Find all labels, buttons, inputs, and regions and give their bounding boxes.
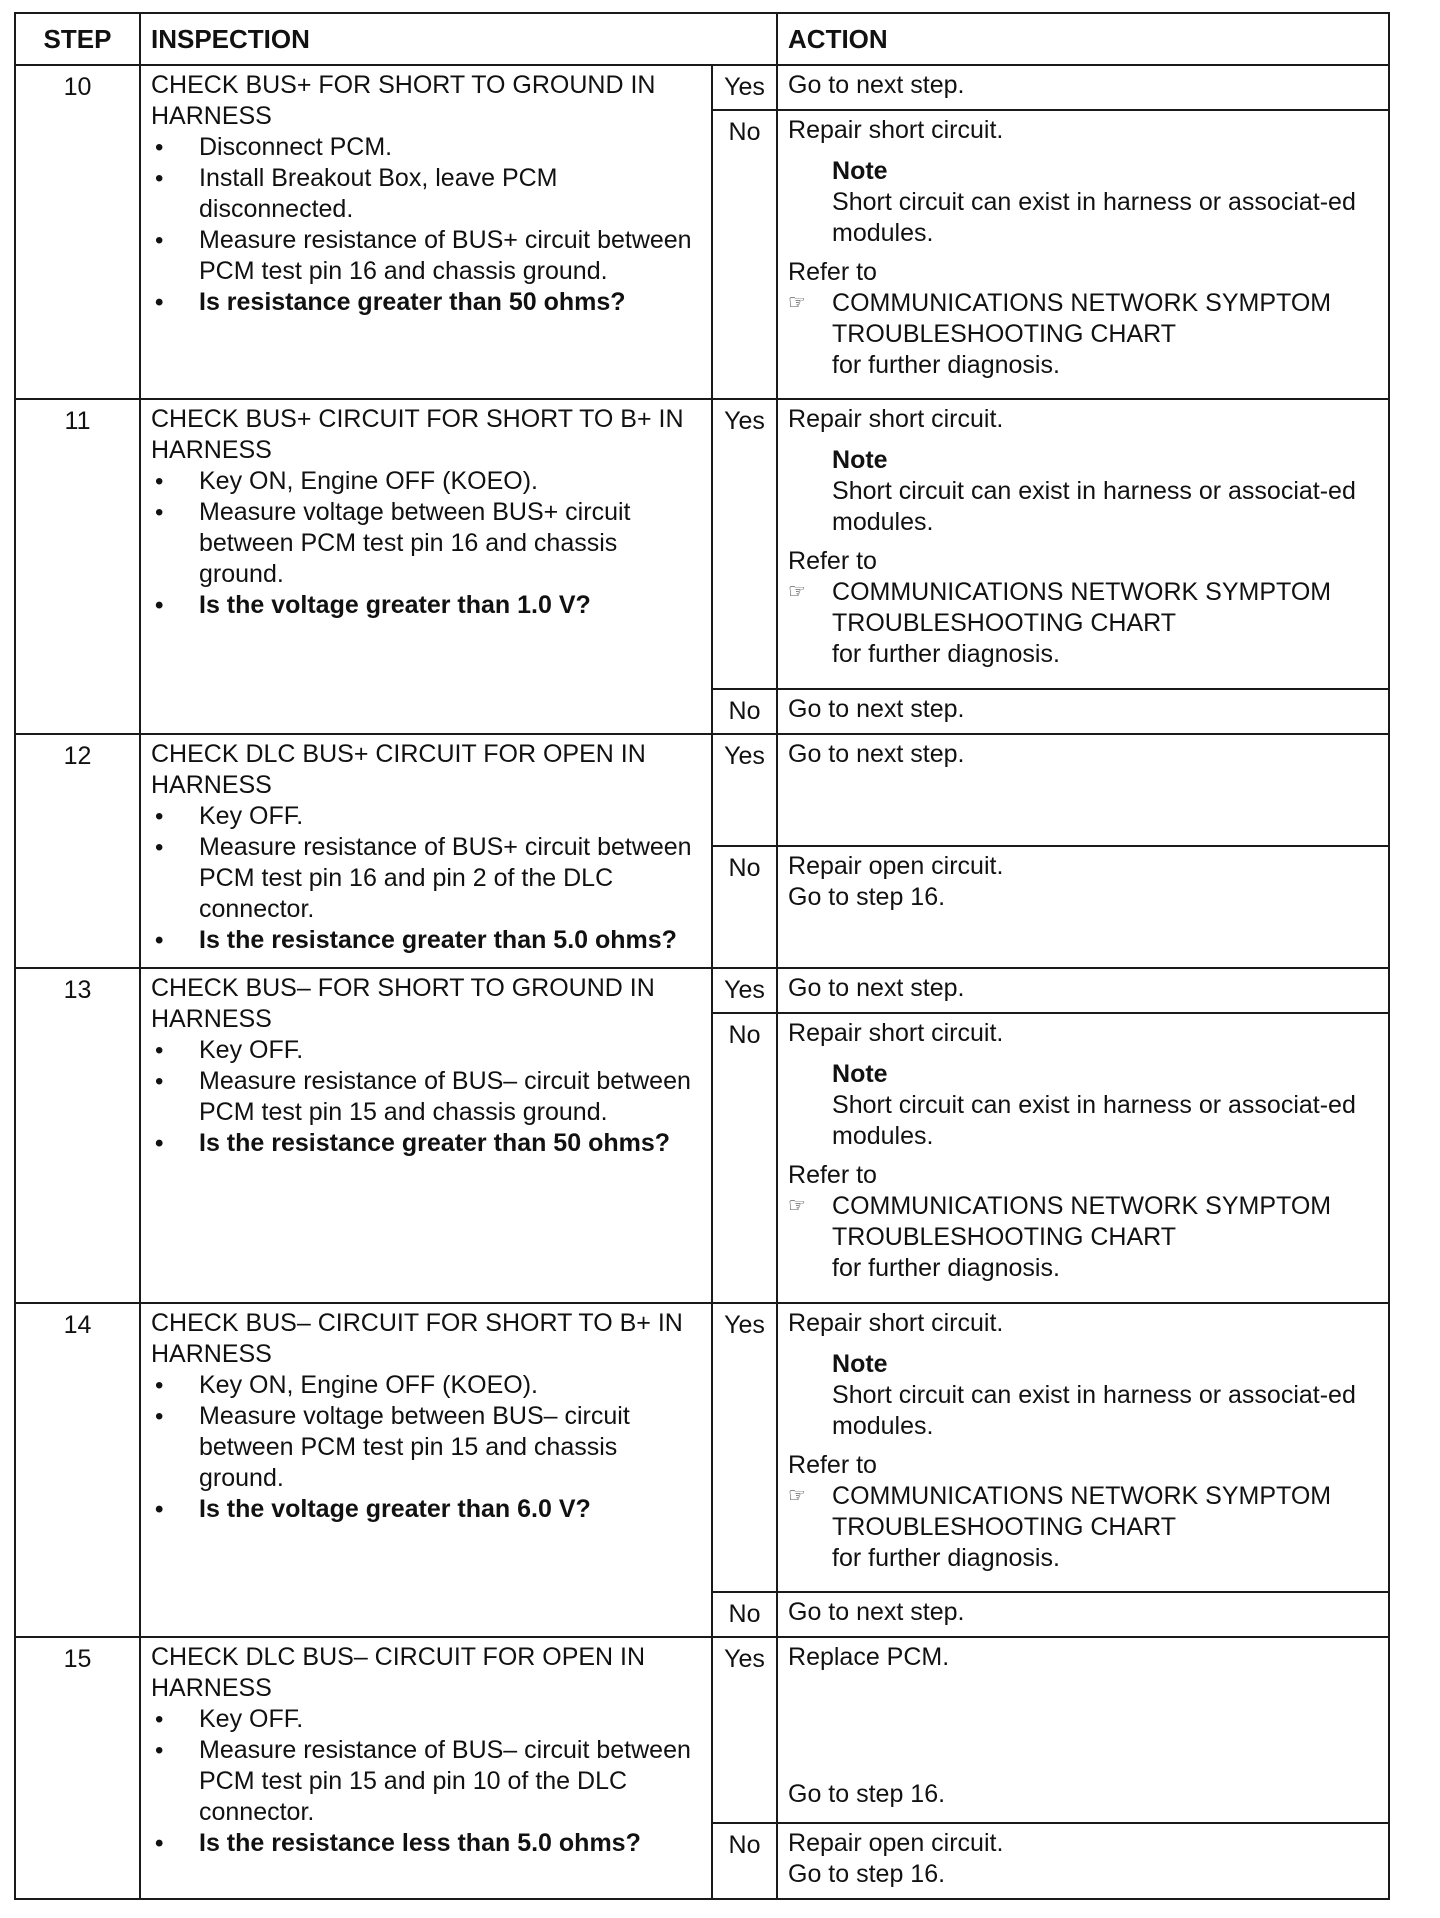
reference-chart-link[interactable]: COMMUNICATIONS NETWORK SYMPTOM TROUBLESHOOTING CHART (832, 578, 1332, 638)
pointing-hand-icon: ☞ (788, 581, 806, 604)
action-text: Repair open circuit. (788, 1829, 1004, 1858)
inspection-item: • Measure resistance of BUS+ circuit between PCM test pin 16 and chassis ground. (151, 225, 701, 287)
action-text: Repair short circuit. (788, 116, 1004, 144)
action-cell (777, 1823, 1389, 1899)
pointing-hand-icon: ☞ (788, 1484, 806, 1507)
inspection-title: CHECK DLC BUS– CIRCUIT FOR OPEN IN HARNESS (151, 1642, 646, 1702)
step-number: 12 (15, 734, 140, 969)
reference-line (788, 288, 1378, 381)
table-row (15, 65, 1389, 110)
action-cell (777, 1013, 1389, 1302)
action-cell (777, 734, 1389, 846)
reference-suffix: for further diagnosis. (832, 1254, 1060, 1283)
action-column-header: ACTION (777, 13, 1389, 65)
inspection-item: • Measure resistance of BUS– circuit between PCM test pin 15 and chassis ground. (151, 1066, 701, 1128)
inspection-cell (140, 1303, 712, 1637)
refer-to-label: Refer to (788, 1161, 877, 1190)
note-block (832, 156, 1378, 249)
inspection-title: CHECK BUS– FOR SHORT TO GROUND IN HARNESS (151, 974, 655, 1034)
action-cell (777, 110, 1389, 399)
no-label: No (712, 110, 777, 399)
inspection-question: • Is the resistance greater than 50 ohms? (151, 1128, 701, 1159)
inspection-question: • Is the resistance greater than 5.0 ohms? (151, 925, 701, 956)
inspection-item: • Key ON, Engine OFF (KOEO). (151, 466, 701, 497)
yes-label: Yes (712, 734, 777, 846)
inspection-question: • Is the voltage greater than 6.0 V? (151, 1494, 701, 1525)
action-cell (777, 399, 1389, 688)
action-text: Go to next step. (788, 1597, 965, 1626)
inspection-item: • Measure voltage between BUS– circuit between PCM test pin 15 and chassis ground. (151, 1401, 701, 1494)
reference-chart-link[interactable]: COMMUNICATIONS NETWORK SYMPTOM TROUBLESHOOTING CHART (832, 289, 1332, 348)
table-header-row (15, 13, 1389, 65)
action-text: Replace PCM. (788, 1642, 950, 1671)
table-row (15, 399, 1389, 688)
note-title: Note (832, 446, 888, 475)
inspection-question: • Is resistance greater than 50 ohms? (151, 287, 701, 318)
inspection-cell (140, 734, 712, 969)
action-text: Go to next step. (788, 694, 965, 723)
yes-label: Yes (712, 65, 777, 110)
table-row (15, 734, 1389, 846)
no-label: No (712, 1013, 777, 1302)
action-cell (777, 1303, 1389, 1592)
action-text: Repair short circuit. (788, 405, 1004, 434)
note-block (832, 445, 1378, 538)
action-cell (777, 968, 1389, 1013)
step-number: 13 (15, 968, 140, 1302)
reference-suffix: for further diagnosis. (832, 1543, 1060, 1572)
action-text: Go to step 16. (788, 1779, 946, 1808)
reference-suffix: for further diagnosis. (832, 640, 1060, 669)
pointing-hand-icon: ☞ (788, 292, 806, 314)
step-number: 15 (15, 1637, 140, 1899)
note-text: Short circuit can exist in harness or associat-ed modules. (832, 1380, 1356, 1440)
refer-to-label: Refer to (788, 1450, 877, 1479)
note-title: Note (832, 157, 888, 185)
no-label: No (712, 1592, 777, 1637)
inspection-title: CHECK BUS+ FOR SHORT TO GROUND IN HARNESS (151, 71, 656, 130)
inspection-title: CHECK DLC BUS+ CIRCUIT FOR OPEN IN HARNESS (151, 739, 646, 799)
reference-chart-link[interactable]: COMMUNICATIONS NETWORK SYMPTOM TROUBLESHOOTING CHART (832, 1481, 1332, 1541)
note-text: Short circuit can exist in harness or associat-ed modules. (832, 188, 1356, 247)
refer-to-label: Refer to (788, 547, 877, 576)
action-text: Go to next step. (788, 974, 965, 1003)
inspection-item: • Key ON, Engine OFF (KOEO). (151, 1370, 701, 1401)
action-cell (777, 689, 1389, 734)
inspection-title: CHECK BUS– CIRCUIT FOR SHORT TO B+ IN HARNESS (151, 1308, 683, 1368)
inspection-cell (140, 1637, 712, 1899)
action-text: Repair short circuit. (788, 1308, 1004, 1337)
inspection-item: • Key OFF. (151, 1704, 701, 1735)
note-block (832, 1059, 1378, 1152)
step-number: 14 (15, 1303, 140, 1637)
table-row (15, 1303, 1389, 1592)
step-column-header: STEP (15, 13, 140, 65)
note-title: Note (832, 1060, 888, 1089)
no-label: No (712, 689, 777, 734)
note-title: Note (832, 1349, 888, 1378)
inspection-list (151, 132, 701, 318)
reference-line (788, 577, 1378, 670)
action-cell (777, 65, 1389, 110)
table-row (15, 968, 1389, 1013)
inspection-question: • Is the voltage greater than 1.0 V? (151, 590, 701, 621)
refer-to-label: Refer to (788, 258, 877, 286)
note-text: Short circuit can exist in harness or associat-ed modules. (832, 1091, 1356, 1151)
action-text: Go to next step. (788, 71, 965, 99)
step-number: 10 (15, 65, 140, 399)
inspection-list (151, 466, 701, 621)
inspection-item: • Key OFF. (151, 801, 701, 832)
yes-label: Yes (712, 968, 777, 1013)
reference-line (788, 1481, 1378, 1574)
pointing-hand-icon: ☞ (788, 1195, 806, 1218)
action-text: Repair short circuit. (788, 1019, 1004, 1048)
inspection-title: CHECK BUS+ CIRCUIT FOR SHORT TO B+ IN HARNESS (151, 405, 684, 465)
inspection-item: • Measure resistance of BUS+ circuit between PCM test pin 16 and pin 2 of the DLC connector. (151, 832, 701, 925)
inspection-list (151, 1035, 701, 1159)
action-text: Repair open circuit. (788, 851, 1004, 880)
inspection-list (151, 1704, 701, 1859)
note-block (832, 1349, 1378, 1442)
reference-chart-link[interactable]: COMMUNICATIONS NETWORK SYMPTOM TROUBLESHOOTING CHART (832, 1192, 1332, 1252)
inspection-item: • Measure voltage between BUS+ circuit between PCM test pin 16 and chassis ground. (151, 497, 701, 590)
step-number: 11 (15, 399, 140, 733)
action-text: Go to next step. (788, 739, 965, 768)
inspection-item: • Install Breakout Box, leave PCM disconnected. (151, 163, 701, 225)
action-cell (777, 1637, 1389, 1824)
inspection-list (151, 1370, 701, 1525)
yes-label: Yes (712, 1303, 777, 1592)
no-label: No (712, 1823, 777, 1899)
action-cell (777, 1592, 1389, 1637)
yes-label: Yes (712, 399, 777, 688)
table-row (15, 1637, 1389, 1824)
note-text: Short circuit can exist in harness or associat-ed modules. (832, 477, 1356, 537)
reference-suffix: for further diagnosis. (832, 351, 1060, 379)
yes-label: Yes (712, 1637, 777, 1824)
inspection-cell (140, 399, 712, 733)
diagnostic-table (14, 12, 1390, 1900)
inspection-item: • Key OFF. (151, 1035, 701, 1066)
inspection-item: • Disconnect PCM. (151, 132, 701, 163)
action-cell (777, 846, 1389, 969)
no-label: No (712, 846, 777, 969)
inspection-item: • Measure resistance of BUS– circuit between PCM test pin 15 and pin 10 of the DLC connector. (151, 1735, 701, 1828)
inspection-column-header: INSPECTION (140, 13, 777, 65)
diagnostic-table-page (14, 12, 1390, 1900)
inspection-cell (140, 968, 712, 1302)
inspection-question: • Is the resistance less than 5.0 ohms? (151, 1828, 701, 1859)
action-text: Go to step 16. (788, 882, 946, 911)
reference-line (788, 1191, 1378, 1284)
inspection-cell (140, 65, 712, 399)
inspection-list (151, 801, 701, 956)
action-text: Go to step 16. (788, 1860, 946, 1889)
